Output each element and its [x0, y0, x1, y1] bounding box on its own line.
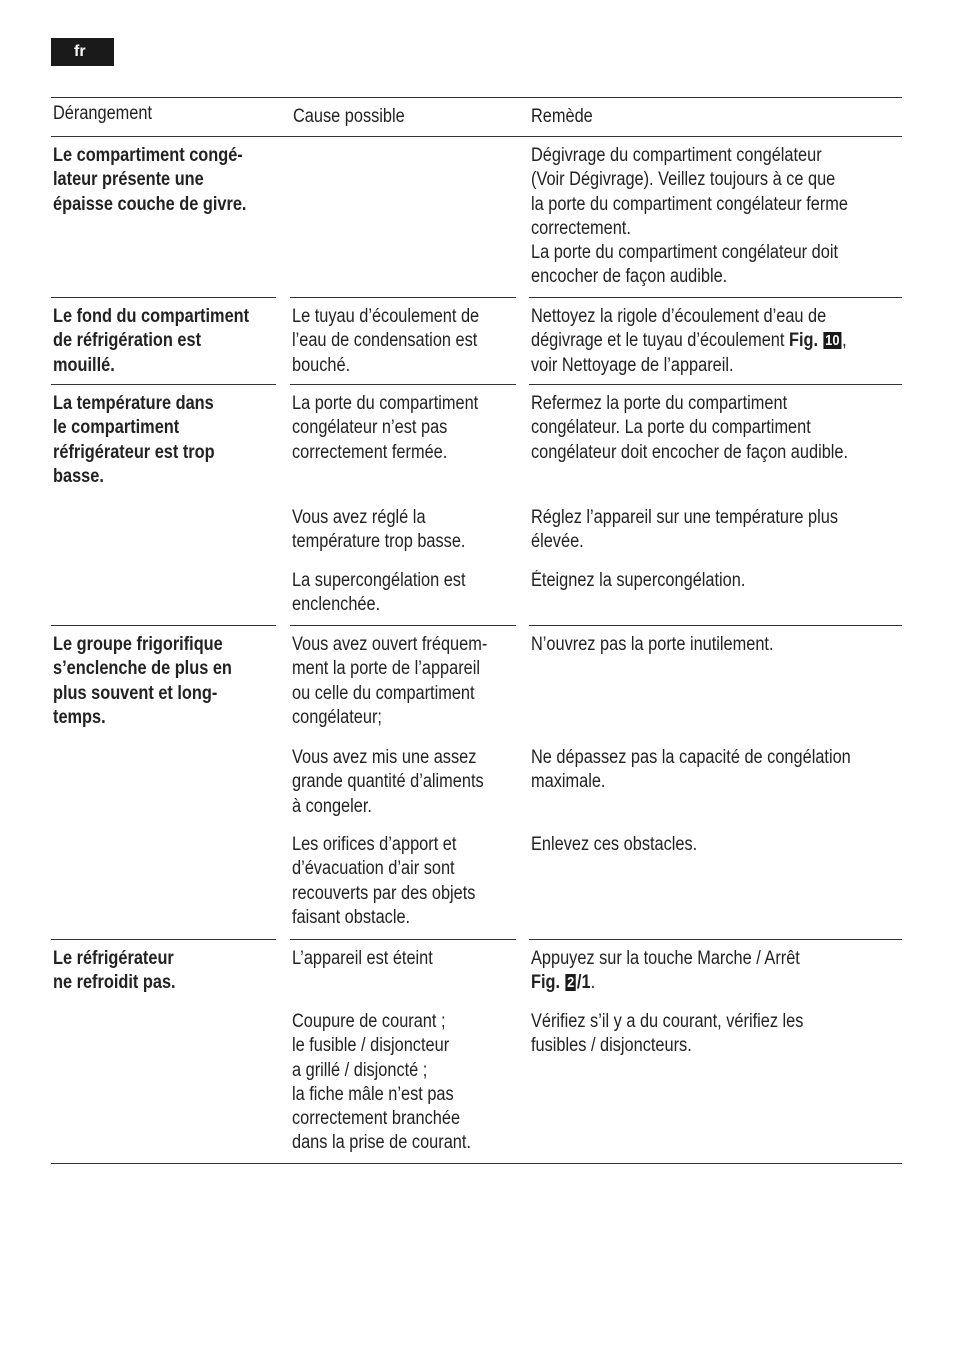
row-divider: [290, 939, 516, 940]
language-tab: fr: [51, 38, 114, 66]
row-divider: [529, 939, 902, 940]
row3-cause-1: La porte du compartiment congélateur n’est pas correctement fermée.: [292, 393, 479, 463]
figure-number-badge: 2: [567, 974, 575, 992]
row4-cause-3: Les orifices d’apport et d’évacuation d’air sont recouverts par des objets faisant obstacle.: [292, 834, 476, 928]
row3-cause-2: Vous avez réglé la température trop basse.: [292, 507, 466, 553]
row-divider: [290, 297, 516, 298]
figure-reference: Fig.: [531, 972, 561, 994]
row1-remedy: Dégivrage du compartiment congélateur (Voir Dégivrage). Veillez toujours à ce que la porte du compartiment congélateur ferme correctement. La porte du compartiment congélateur doit encocher de façon audible.: [531, 145, 848, 288]
figure-reference: Fig.: [788, 330, 819, 352]
row-divider: [290, 625, 516, 626]
row5-remedy-2: Vérifiez s’il y a du courant, vérifiez les fusibles / disjoncteurs.: [531, 1011, 804, 1057]
row1-fault: Le compartiment congé- lateur présente une épaisse couche de givre.: [53, 145, 247, 215]
row-divider: [529, 384, 902, 385]
row3-remedy-3: Éteignez la supercongélation.: [531, 570, 746, 591]
table-bottom-rule: [51, 1163, 902, 1164]
row4-cause-1: Vous avez ouvert fréquem- ment la porte de l’appareil ou celle du compartiment congélateur;: [292, 634, 488, 728]
row2-remedy: Nettoyez la rigole d’écoulement d’eau de dégivrage et le tuyau d’écoulement Fig. 10 , voir Nettoyage de l’appareil.: [531, 306, 847, 376]
row5-cause-1: L’appareil est éteint: [292, 948, 433, 969]
row3-cause-3: La supercongélation est enclenchée.: [292, 570, 466, 616]
header-cause: Cause possible: [293, 106, 405, 127]
row4-remedy-1: N’ouvrez pas la porte inutilement.: [531, 634, 774, 655]
row4-cause-2: Vous avez mis une assez grande quantité d’aliments à congeler.: [292, 747, 484, 817]
figure-number-badge: 10: [825, 332, 840, 350]
row-divider: [51, 297, 276, 298]
header-remedy: Remède: [531, 106, 593, 127]
row2-fault: Le fond du compartiment de réfrigération est mouillé.: [53, 306, 250, 376]
row-divider: [529, 297, 902, 298]
row-divider: [51, 384, 276, 385]
row2-cause: Le tuyau d’écoulement de l’eau de condensation est bouché.: [292, 306, 480, 376]
header-fault: Dérangement: [53, 103, 153, 124]
row4-remedy-2: Ne dépassez pas la capacité de congélation maximale.: [531, 747, 851, 793]
row-divider: [51, 939, 276, 940]
table-top-rule: [51, 97, 902, 98]
row-divider: [290, 384, 516, 385]
row-divider: [529, 625, 902, 626]
header-bottom-rule: [51, 136, 902, 137]
row3-fault: La température dans le compartiment réfrigérateur est trop basse.: [53, 393, 215, 487]
row4-fault: Le groupe frigorifique s’enclenche de plus en plus souvent et long- temps.: [53, 634, 232, 728]
row5-fault: Le réfrigérateur ne refroidit pas.: [53, 948, 176, 994]
row3-remedy-2: Réglez l’appareil sur une température plus élevée.: [531, 507, 839, 553]
row5-cause-2: Coupure de courant ; le fusible / disjoncteur a grillé / disjoncté ; la fiche mâle n’est pas correctement branchée dans la prise de courant.: [292, 1011, 471, 1154]
row5-remedy-1: Appuyez sur la touche Marche / Arrêt Fig. 2 /1.: [531, 948, 800, 994]
row3-remedy-1: Refermez la porte du compartiment congélateur. La porte du compartiment congélateur doit encocher de façon audible.: [531, 393, 849, 463]
row-divider: [51, 625, 276, 626]
row4-remedy-3: Enlevez ces obstacles.: [531, 834, 698, 855]
